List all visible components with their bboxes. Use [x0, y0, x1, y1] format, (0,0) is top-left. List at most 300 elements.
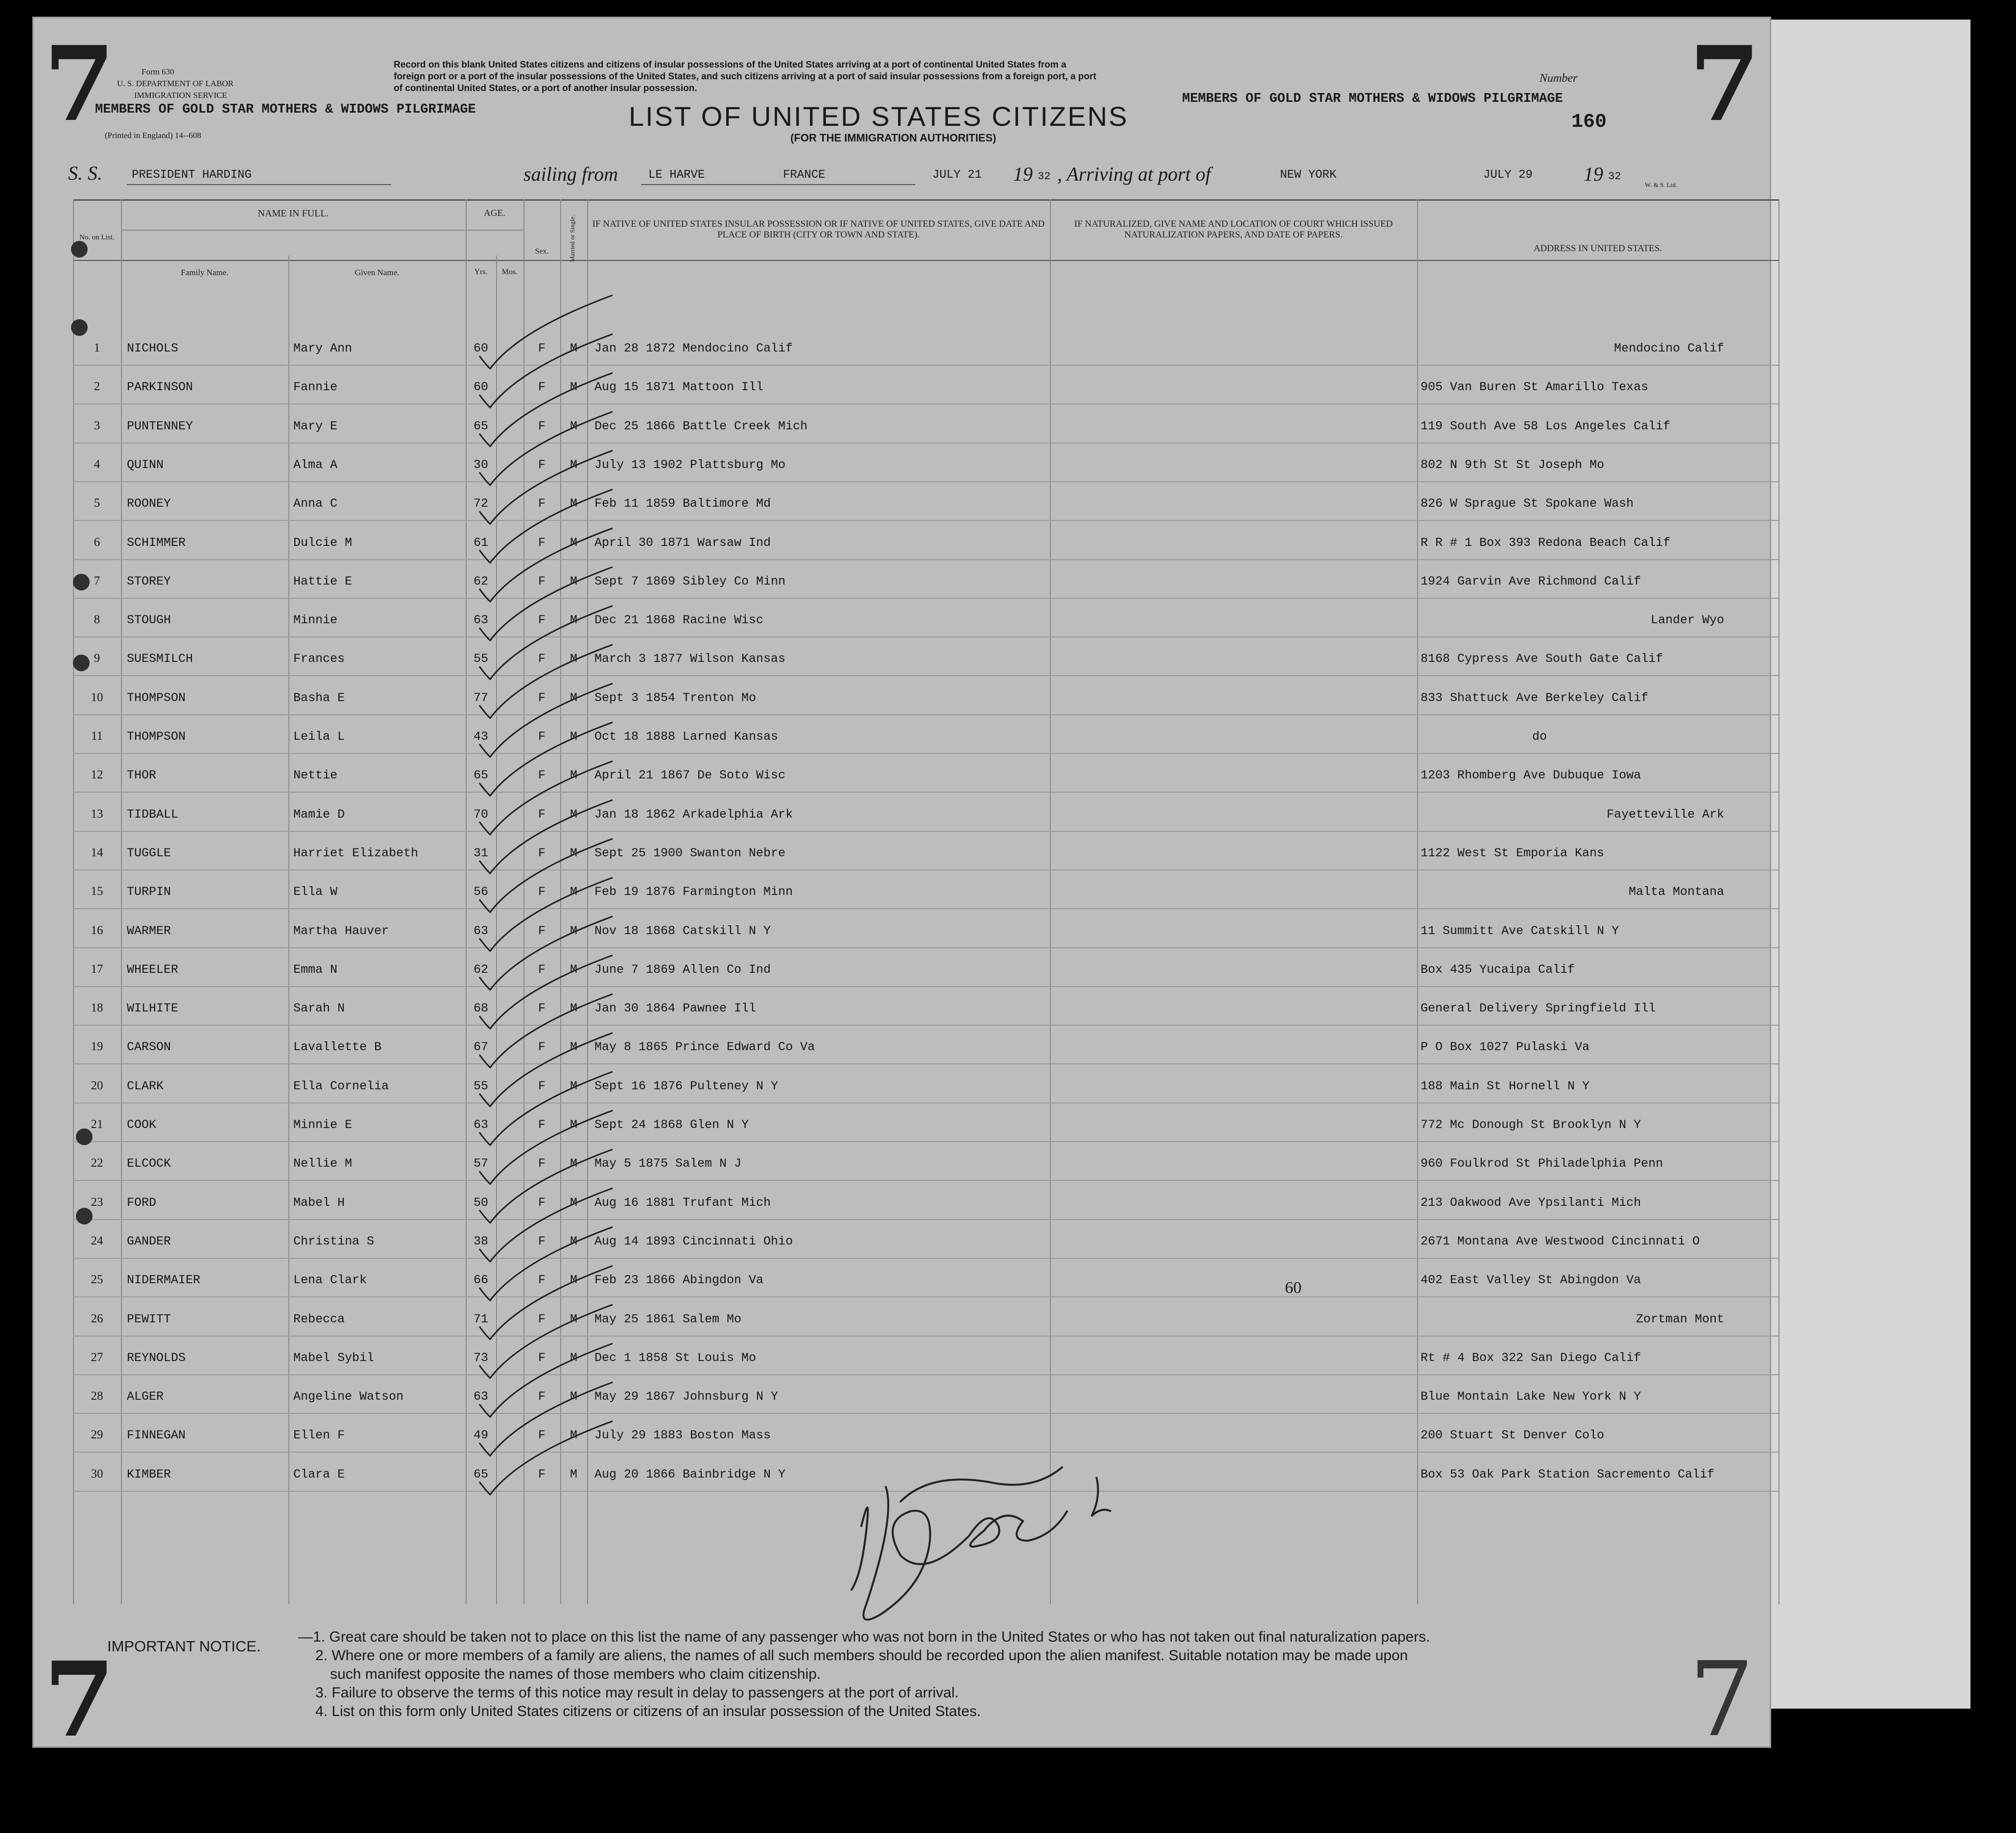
corner-mark-bottom-left: 7 [44, 1639, 116, 1760]
cell-given: Minnie E [293, 1118, 353, 1132]
cell-address: do [1532, 729, 1547, 744]
ss-label: S. S. [68, 162, 102, 184]
cell-ms: M [569, 613, 577, 628]
cell-birth: July 29 1883 Boston Mass [594, 1428, 771, 1443]
cell-family: STOUGH [127, 613, 171, 628]
cell-sex: F [538, 923, 546, 938]
cell-address: Box 435 Yucaipa Calif [1421, 962, 1575, 977]
group-label-right: MEMBERS OF GOLD STAR MOTHERS & WIDOWS PILGRIMAGE [1182, 92, 1563, 106]
punch-hole [76, 1208, 93, 1224]
cell-ms: M [569, 380, 577, 395]
from-port: LE HARVE [648, 168, 705, 182]
notice-item-4: 4. List on this form only United States citizens or citizens of an insular possession of the United States. [315, 1703, 981, 1719]
cell-ms: M [569, 885, 577, 899]
cell-birth: May 8 1865 Prince Edward Co Va [594, 1040, 815, 1055]
cell-sex: F [538, 1428, 546, 1443]
cell-age: 77 [473, 690, 488, 705]
cell-given: Martha Hauver [293, 923, 389, 938]
group-label-left: MEMBERS OF GOLD STAR MOTHERS & WIDOWS PILGRIMAGE [95, 102, 476, 117]
cell-given: Mary E [293, 419, 338, 433]
cell-sex: F [538, 574, 546, 588]
cell-no: 1 [94, 341, 100, 354]
cell-sex: F [538, 846, 546, 860]
cell-sex: F [538, 1467, 546, 1481]
cell-birth: Aug 15 1871 Mattoon Ill [594, 380, 764, 395]
cell-sex: F [538, 768, 546, 783]
underlying-page [1758, 20, 1970, 1709]
check-mark [479, 334, 613, 407]
cell-sex: F [538, 1118, 546, 1132]
cell-birth: Feb 23 1866 Abingdon Va [594, 1273, 764, 1288]
cell-birth: Feb 19 1876 Farmington Minn [594, 885, 793, 899]
cell-no: 30 [91, 1467, 103, 1480]
cell-family: TUGGLE [127, 846, 171, 860]
cell-given: Ellen F [293, 1428, 345, 1443]
cell-sex: F [538, 419, 546, 433]
cell-birth: Jan 18 1862 Arkadelphia Ark [594, 807, 793, 822]
cell-birth: Aug 20 1866 Bainbridge N Y [594, 1467, 786, 1481]
cell-no: 20 [91, 1079, 103, 1092]
cell-given: Anna C [293, 496, 338, 511]
cell-birth: June 7 1869 Allen Co Ind [594, 962, 771, 977]
cell-given: Mabel Sybil [293, 1350, 375, 1365]
cell-family: WARMER [127, 923, 171, 938]
cell-address: Malta Montana [1628, 885, 1724, 899]
cell-family: SCHIMMER [127, 535, 186, 550]
cell-no: 3 [94, 419, 100, 432]
cell-birth: Aug 14 1893 Cincinnati Ohio [594, 1234, 793, 1248]
year-label-arrive: 19 [1584, 163, 1603, 185]
cell-given: Nellie M [293, 1156, 353, 1171]
cell-ms: M [569, 574, 577, 588]
cell-address: Box 53 Oak Park Station Sacremento Calif [1421, 1467, 1715, 1481]
cell-no: 24 [91, 1234, 103, 1247]
cell-address: R R # 1 Box 393 Redona Beach Calif [1421, 535, 1671, 550]
check-mark [479, 1072, 613, 1145]
cell-sex: F [538, 1273, 546, 1288]
punch-hole [73, 655, 90, 671]
cell-no: 9 [94, 652, 100, 665]
cell-given: Lena Clark [293, 1273, 367, 1288]
cell-given: Rebecca [293, 1312, 345, 1326]
cell-sex: F [538, 1350, 546, 1365]
record-note-line-3: of continental United States, or a port of another insular possession. [394, 83, 697, 94]
service: IMMIGRATION SERVICE [134, 91, 227, 100]
cell-ms: M [569, 341, 577, 355]
cell-age: 50 [473, 1195, 488, 1210]
cell-given: Basha E [293, 690, 345, 705]
cell-age: 60 [473, 380, 488, 395]
cell-address: 11 Summitt Ave Catskill N Y [1421, 923, 1619, 938]
cell-sex: F [538, 962, 546, 977]
check-mark [479, 1421, 613, 1495]
cell-no: 22 [91, 1156, 103, 1170]
cell-age: 67 [473, 1040, 488, 1055]
cell-family: FORD [127, 1195, 157, 1210]
cell-sex: F [538, 729, 546, 744]
cell-ms: M [569, 1234, 577, 1248]
header-married-single: Married or Single. [569, 215, 576, 262]
sail-year: 32 [1038, 170, 1051, 183]
cell-birth: Sept 16 1876 Pulteney N Y [594, 1079, 779, 1093]
manifest-sheet [32, 17, 1771, 1760]
cell-sex: F [538, 1079, 546, 1093]
cell-family: STOREY [127, 574, 171, 588]
check-mark [479, 490, 613, 563]
cell-family: COOK [127, 1118, 157, 1132]
cell-sex: F [538, 341, 546, 355]
cell-ms: M [569, 1195, 577, 1210]
cell-given: Lavallette B [293, 1040, 382, 1055]
cell-address: Zortman Mont [1636, 1312, 1724, 1326]
cell-age: 73 [473, 1350, 488, 1365]
cell-birth: April 30 1871 Warsaw Ind [594, 535, 771, 550]
check-mark [479, 295, 613, 369]
header-address: ADDRESS IN UNITED STATES. [1533, 243, 1662, 254]
cell-address: 1924 Garvin Ave Richmond Calif [1421, 574, 1641, 588]
check-mark [479, 567, 613, 640]
cell-address: Lander Wyo [1650, 613, 1724, 628]
cell-age: 65 [473, 1467, 488, 1481]
cell-address: 960 Foulkrod St Philadelphia Penn [1421, 1156, 1663, 1171]
cell-address: 2671 Montana Ave Westwood Cincinnati O [1421, 1234, 1700, 1248]
cell-sex: F [538, 380, 546, 395]
cell-age: 57 [473, 1156, 488, 1171]
inspector-signature [803, 1428, 1145, 1624]
cell-family: NIDERMAIER [127, 1273, 201, 1288]
record-note-line-1: Record on this blank United States citizens and citizens of insular possessions of the United States arriving at a port of continental United States from a [394, 60, 1067, 70]
cell-address: 905 Van Buren St Amarillo Texas [1421, 380, 1649, 395]
cell-ms: M [569, 962, 577, 977]
check-mark [479, 1110, 613, 1184]
sailing-label: sailing from [523, 163, 618, 185]
cell-no: 15 [91, 885, 103, 898]
check-mark [479, 1305, 613, 1378]
check-mark [479, 1150, 613, 1223]
cell-no: 26 [91, 1312, 103, 1325]
notice-item-2-cont: such manifest opposite the names of those members who claim citizenship. [330, 1666, 821, 1682]
check-mark [479, 683, 613, 757]
cell-birth: April 21 1867 De Soto Wisc [594, 768, 786, 783]
check-mark [479, 839, 613, 912]
cell-age: 63 [473, 1118, 488, 1132]
cell-given: Minnie [293, 613, 338, 628]
cell-family: PARKINSON [127, 380, 193, 395]
cell-birth: Dec 1 1858 St Louis Mo [594, 1350, 757, 1365]
check-mark [479, 606, 613, 679]
punch-hole [71, 319, 88, 336]
check-mark [479, 761, 613, 835]
cell-address: 200 Stuart St Denver Colo [1421, 1428, 1605, 1443]
cell-no: 18 [91, 1001, 103, 1015]
cell-family: ELCOCK [127, 1156, 171, 1171]
from-country: FRANCE [783, 168, 826, 182]
cell-ms: M [569, 457, 577, 472]
corner-mark-bottom-right: 7 [1689, 1640, 1755, 1760]
check-mark [479, 994, 613, 1067]
cell-address: General Delivery Springfield Ill [1421, 1001, 1656, 1016]
check-mark [479, 1033, 613, 1106]
cell-address: 802 N 9th St St Joseph Mo [1421, 457, 1605, 472]
cell-no: 2 [94, 380, 100, 394]
header-no: No. on List. [79, 234, 115, 241]
cell-address: 402 East Valley St Abingdon Va [1421, 1273, 1641, 1288]
printed-note: (Printed in England) 14--608 [105, 131, 201, 140]
printer-mark: W. & S. Ltd. [1645, 181, 1677, 188]
cell-birth: Nov 18 1868 Catskill N Y [594, 923, 771, 938]
cell-sex: F [538, 1389, 546, 1404]
check-mark [479, 1266, 613, 1340]
cell-address: 833 Shattuck Ave Berkeley Calif [1421, 690, 1649, 705]
punch-hole [76, 1128, 93, 1145]
corner-mark-top-right: 7 [1689, 24, 1761, 144]
cell-family: KIMBER [127, 1467, 171, 1481]
page-subtitle: (FOR THE IMMIGRATION AUTHORITIES) [790, 132, 996, 144]
cell-no: 4 [94, 457, 100, 471]
cell-age: 72 [473, 496, 488, 511]
cell-age: 71 [473, 1312, 488, 1326]
cell-sex: F [538, 1001, 546, 1016]
cell-family: WILHITE [127, 1001, 179, 1016]
check-mark [479, 412, 613, 485]
cell-no: 28 [91, 1389, 103, 1403]
check-mark [479, 450, 613, 524]
cell-sex: F [538, 1195, 546, 1210]
check-mark [479, 1343, 613, 1417]
cell-no: 25 [91, 1273, 103, 1287]
cell-birth: Feb 11 1859 Baltimore Md [594, 496, 771, 511]
arrive-port: NEW YORK [1280, 168, 1337, 182]
check-mark [479, 878, 613, 951]
department: U. S. DEPARTMENT OF LABOR [117, 79, 234, 88]
cell-ms: M [569, 923, 577, 938]
cell-given: Angeline Watson [293, 1389, 404, 1404]
cell-family: THOR [127, 768, 157, 783]
cell-address: P O Box 1027 Pulaski Va [1421, 1040, 1590, 1055]
check-mark [479, 1188, 613, 1262]
cell-age: 63 [473, 1389, 488, 1404]
check-mark [479, 1382, 613, 1456]
cell-no: 11 [91, 729, 103, 743]
cell-ms: M [569, 1389, 577, 1404]
cell-birth: July 13 1902 Plattsburg Mo [594, 457, 786, 472]
cell-no: 29 [91, 1428, 103, 1442]
cell-age: 56 [473, 885, 488, 899]
passenger-table [73, 199, 1779, 1604]
cell-sex: F [538, 613, 546, 628]
cell-family: WHEELER [127, 962, 179, 977]
cell-age: 30 [473, 457, 488, 472]
cell-given: Harriet Elizabeth [293, 846, 419, 860]
cell-birth: Jan 30 1864 Pawnee Ill [594, 1001, 757, 1016]
cell-ms: M [569, 1118, 577, 1132]
cell-family: PEWITT [127, 1312, 171, 1326]
cell-family: TIDBALL [127, 807, 179, 822]
cell-no: 23 [91, 1195, 103, 1209]
cell-family: SUESMILCH [127, 652, 193, 666]
cell-birth: Jan 28 1872 Mendocino Calif [594, 341, 793, 355]
cell-sex: F [538, 885, 546, 899]
header-naturalized: IF NATURALIZED, GIVE NAME AND LOCATION OF COURT WHICH ISSUED NATURALIZATION PAPERS, AND DATE OF PAPERS. [1074, 219, 1393, 240]
notice-heading: IMPORTANT NOTICE. [107, 1638, 261, 1655]
cell-age: 65 [473, 768, 488, 783]
cell-no: 19 [91, 1040, 103, 1054]
number-label: Number [1540, 72, 1578, 85]
cell-no: 16 [91, 923, 103, 937]
cell-ms: M [569, 690, 577, 705]
cell-birth: Sept 25 1900 Swanton Nebre [594, 846, 786, 860]
cell-address: 1122 West St Emporia Kans [1421, 846, 1605, 860]
cell-address: 188 Main St Hornell N Y [1421, 1079, 1590, 1093]
cell-ms: M [569, 1079, 577, 1093]
cell-sex: F [538, 457, 546, 472]
header-months: Mos. [501, 268, 518, 276]
cell-sex: F [538, 652, 546, 666]
voyage-line [34, 158, 1699, 187]
cell-family: FINNEGAN [127, 1428, 186, 1443]
cell-family: ALGER [127, 1389, 164, 1404]
cell-address: Rt # 4 Box 322 San Diego Calif [1421, 1350, 1641, 1365]
cell-given: Hattie E [293, 574, 353, 588]
cell-age: 63 [473, 923, 488, 938]
cell-given: Sarah N [293, 1001, 345, 1016]
cell-no: 12 [91, 768, 103, 782]
punch-hole [73, 574, 90, 590]
cell-given: Dulcie M [293, 535, 353, 550]
cell-no: 7 [94, 574, 100, 588]
cell-given: Ella Cornelia [293, 1079, 389, 1093]
cell-given: Mabel H [293, 1195, 345, 1210]
cell-ms: M [569, 1467, 577, 1481]
cell-ms: M [569, 1273, 577, 1288]
check-mark [479, 800, 613, 873]
cell-ms: M [569, 535, 577, 550]
check-marks-layer [73, 199, 1779, 1604]
cell-sex: F [538, 1234, 546, 1248]
cell-sex: F [538, 496, 546, 511]
cell-given: Mary Ann [293, 341, 353, 355]
arriving-label: , Arriving at port of [1057, 163, 1211, 185]
cell-age: 55 [473, 652, 488, 666]
cell-age: 49 [473, 1428, 488, 1443]
header-sex: Sex. [535, 247, 549, 256]
cell-given: Clara E [293, 1467, 345, 1481]
cell-ms: M [569, 419, 577, 433]
stray-mark: 60 [1285, 1279, 1302, 1297]
cell-age: 68 [473, 1001, 488, 1016]
cell-sex: F [538, 807, 546, 822]
cell-given: Leila L [293, 729, 345, 744]
punch-hole [71, 241, 88, 258]
cell-family: THOMPSON [127, 729, 186, 744]
cell-ms: M [569, 768, 577, 783]
cell-family: REYNOLDS [127, 1350, 186, 1365]
page-title: LIST OF UNITED STATES CITIZENS [629, 101, 1129, 132]
cell-no: 14 [91, 846, 103, 859]
cell-age: 31 [473, 846, 488, 860]
cell-ms: M [569, 1428, 577, 1443]
cell-birth: Sept 24 1868 Glen N Y [594, 1118, 749, 1132]
header-name-in-full: NAME IN FULL. [258, 208, 329, 219]
header-given-name: Given Name. [355, 268, 400, 277]
cell-address: Mendocino Calif [1613, 341, 1724, 355]
check-mark [479, 1227, 613, 1300]
ship-name: PRESIDENT HARDING [132, 168, 252, 182]
cell-address: 213 Oakwood Ave Ypsilanti Mich [1421, 1195, 1641, 1210]
check-mark [479, 722, 613, 796]
cell-family: ROONEY [127, 496, 171, 511]
cell-address: 772 Mc Donough St Brooklyn N Y [1421, 1118, 1641, 1132]
cell-no: 13 [91, 807, 103, 821]
cell-family: NICHOLS [127, 341, 179, 355]
cell-given: Emma N [293, 962, 338, 977]
cell-birth: May 29 1867 Johnsburg N Y [594, 1389, 779, 1404]
cell-given: Frances [293, 652, 345, 666]
cell-age: 43 [473, 729, 488, 744]
cell-no: 8 [94, 613, 100, 627]
cell-given: Alma A [293, 457, 338, 472]
cell-given: Nettie [293, 768, 338, 783]
cell-family: QUINN [127, 457, 164, 472]
header-age: AGE. [484, 208, 505, 218]
cell-age: 61 [473, 535, 488, 550]
notice-item-3: 3. Failure to observe the terms of this notice may result in delay to passengers at the port of arrival. [315, 1685, 959, 1701]
arrive-year: 32 [1608, 170, 1621, 183]
cell-age: 60 [473, 341, 488, 355]
year-label-sail: 19 [1013, 163, 1033, 185]
cell-address: Fayetteville Ark [1606, 807, 1724, 822]
cell-birth: Sept 7 1869 Sibley Co Minn [594, 574, 786, 588]
form-number: Form 630 [142, 67, 174, 76]
cell-ms: M [569, 496, 577, 511]
cell-sex: F [538, 1312, 546, 1326]
header-years: Yrs. [474, 268, 488, 276]
cell-ms: M [569, 807, 577, 822]
cell-no: 5 [94, 496, 100, 510]
cell-address: 1203 Rhomberg Ave Dubuque Iowa [1421, 768, 1641, 783]
ship-rule [127, 184, 391, 185]
cell-sex: F [538, 690, 546, 705]
cell-ms: M [569, 1001, 577, 1016]
cell-given: Ella W [293, 885, 338, 899]
cell-family: GANDER [127, 1234, 171, 1248]
cell-family: THOMPSON [127, 690, 186, 705]
cell-age: 66 [473, 1273, 488, 1288]
cell-ms: M [569, 1350, 577, 1365]
cell-no: 27 [91, 1350, 103, 1364]
record-note-line-2: foreign port or a port of the insular possessions of the United States, and such citizens arriving at a port of said insular possessions from a foreign port, a port [394, 71, 1096, 82]
cell-family: CLARK [127, 1079, 164, 1093]
cell-ms: M [569, 1156, 577, 1171]
cell-sex: F [538, 1156, 546, 1171]
check-mark [479, 955, 613, 1029]
cell-address: 826 W Sprague St Spokane Wash [1421, 496, 1634, 511]
check-mark [479, 528, 613, 602]
check-mark [479, 373, 613, 446]
cell-birth: May 25 1861 Salem Mo [594, 1312, 742, 1326]
cell-address: Blue Montain Lake New York N Y [1421, 1389, 1641, 1404]
cell-birth: March 3 1877 Wilson Kansas [594, 652, 786, 666]
cell-age: 70 [473, 807, 488, 822]
cell-ms: M [569, 1040, 577, 1055]
cell-age: 65 [473, 419, 488, 433]
cell-given: Mamie D [293, 807, 345, 822]
cell-birth: Oct 18 1888 Larned Kansas [594, 729, 779, 744]
cell-no: 21 [91, 1118, 103, 1131]
cell-age: 55 [473, 1079, 488, 1093]
check-mark [479, 645, 613, 718]
header-family-name: Family Name. [181, 268, 229, 277]
